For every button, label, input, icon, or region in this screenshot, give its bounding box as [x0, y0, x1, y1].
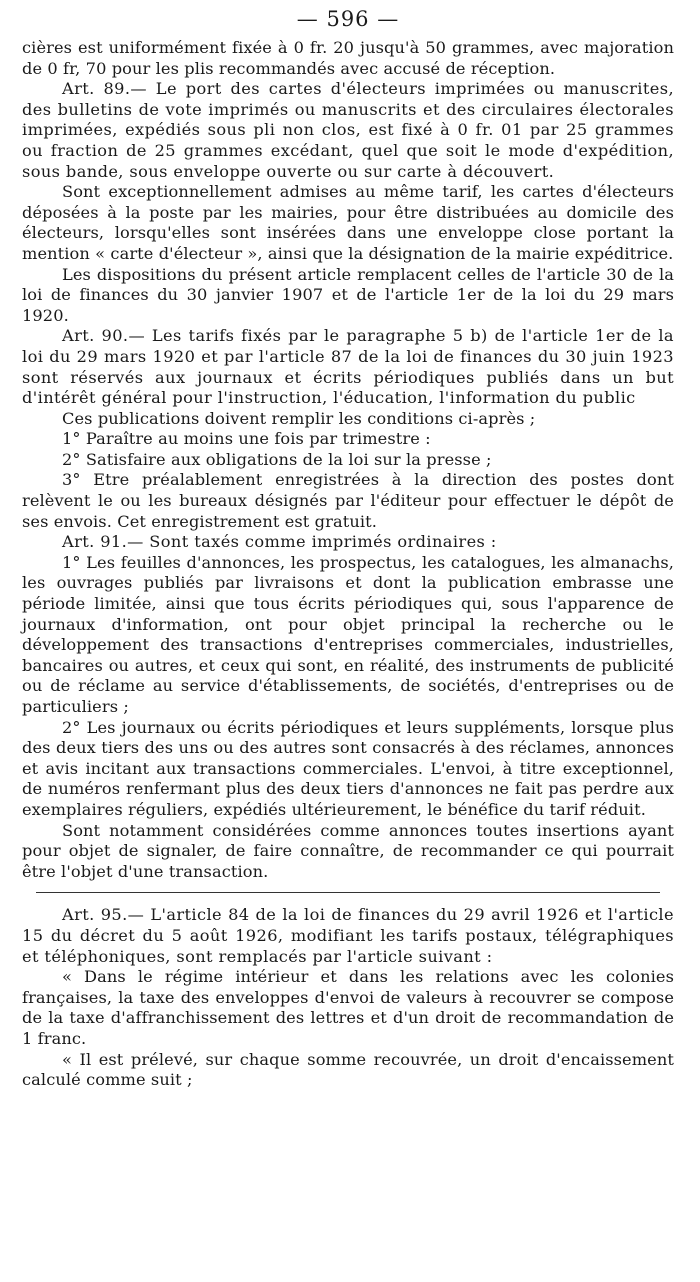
condition-item-3: 3° Etre préalablement enregistrées à la direction des postes dont relèvent le ou les bureaux désignés par l'éditeur pour effectuer le dépôt de ses envois. Cet enregistrement est gratuit. — [22, 470, 674, 531]
paragraph-conditions: Ces publications doivent remplir les conditions ci-après ; — [62, 408, 536, 428]
quote-regime-interieur: « Dans le régime intérieur et dans les relations avec les colonies françaises, la taxe des enveloppes d'envoi de valeurs à recouvrer se compose de la taxe d'affranchissement des lettres et d'un droit de recommandation de 1 franc. — [22, 967, 674, 1048]
paragraph-continuation: cières est uniformément fixée à 0 fr. 20 jusqu'à 50 grammes, avec majoration de 0 fr, 70 pour les plis recommandés avec accusé de réception. — [22, 38, 674, 78]
condition-item-2: 2° Satisfaire aux obligations de la loi sur la presse ; — [62, 449, 492, 469]
document-page — [22, 6, 674, 1091]
article-91-item-2: 2° Les journaux ou écrits périodiques et leurs suppléments, lorsque plus des deux tiers des uns ou des autres sont consacrés à des réclames, annonces et avis incitant aux transactions commerciales. L'envoi, à titre exceptionnel, de numéros renfermant plus des deux tiers d'annonces ne fait pas perdre aux exemplaires réguliers, expédiés ultérieurement, le bénéfice du tarif réduit. — [22, 717, 674, 819]
article-89: Art. 89.— Le port des cartes d'électeurs imprimées ou manuscrites, des bulletins de vote imprimés ou manuscrits et des circulaires électorales imprimées, expédiés sous pli non clos, est fixé à 0 fr. 01 par 25 grammes ou fraction de 25 grammes excédant, quel que soit le mode d'expédition, sous bande, sous enveloppe ouverte ou sur carte à découvert. — [22, 79, 674, 181]
paragraph-cartes-electeurs: Sont exceptionnellement admises au même tarif, les cartes d'électeurs déposées à la poste par les mairies, pour être distribuées au domicile des électeurs, lorsqu'elles sont insérées dans une enveloppe close portant la mention « carte d'électeur », ainsi que la désignation de la mairie expéditrice. — [22, 182, 674, 263]
paragraph-dispositions: Les dispositions du présent article remplacent celles de l'article 30 de la loi de finances du 30 janvier 1907 et de l'article 1er de la loi du 29 mars 1920. — [22, 264, 674, 325]
paragraph-annonces: Sont notamment considérées comme annonces toutes insertions ayant pour objet de signaler, de faire connaître, de recommander ce qui pourrait être l'objet d'une transaction. — [22, 820, 674, 881]
section-divider — [36, 892, 660, 893]
article-95: Art. 95.— L'article 84 de la loi de finances du 29 avril 1926 et l'article 15 du décret du 5 août 1926, modifiant les tarifs postaux, télégraphiques et téléphoniques, sont remplacés par l'article suivant : — [22, 905, 674, 966]
page-number: — 596 — — [296, 7, 400, 31]
quote-droit-encaissement: « Il est prélevé, sur chaque somme recouvrée, un droit d'encaissement calculé comme suit ; — [22, 1049, 674, 1090]
article-90: Art. 90.— Les tarifs fixés par le paragraphe 5 b) de l'article 1er de la loi du 29 mars 1920 et par l'article 87 de la loi de finances du 30 juin 1923 sont réservés aux journaux et écrits périodiques publiés dans un but d'intérêt général pour l'instruction, l'éducation, l'information du public — [22, 326, 674, 408]
article-91-item-1: 1° Les feuilles d'annonces, les prospectus, les catalogues, les almanachs, les ouvrages publiés par livraisons et dont la publication embrasse une période limitée, ainsi que tous écrits périodiques qui, sous l'apparence de journaux d'information, ont pour objet principal la recherche ou le développement des transactions d'entreprises commerciales, industrielles, bancaires ou autres, et ceux qui sont, en réalité, des instruments de publicité ou de réclame au service d'établissements, de sociétés, d'entreprises ou de particuliers ; — [22, 552, 674, 716]
article-91: Art. 91.— Sont taxés comme imprimés ordinaires : — [62, 532, 497, 552]
condition-item-1: 1° Paraître au moins une fois par trimestre : — [62, 429, 431, 449]
